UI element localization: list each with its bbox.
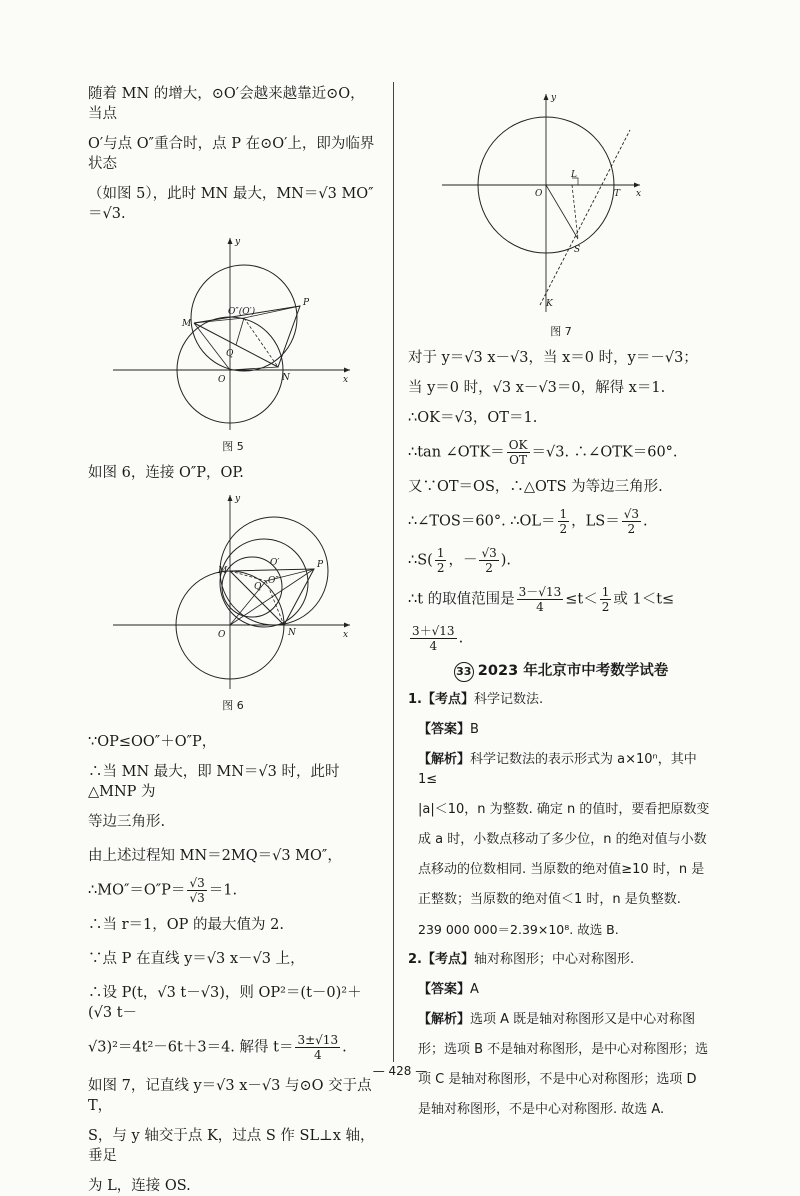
figure-7 [408, 90, 714, 320]
r7-mid: ，－ [448, 552, 478, 569]
fraction [517, 585, 564, 614]
fraction [187, 876, 206, 905]
r7-right: ). [500, 552, 512, 569]
section-title-text: 2023 年北京市中考数学试卷 [477, 663, 669, 679]
numerator: √3 [623, 507, 640, 521]
r8 [408, 585, 714, 614]
fraction [295, 1033, 340, 1062]
r3: ∴OK＝√3，OT＝1. [408, 410, 538, 426]
r6-right: . [643, 513, 648, 530]
q2-answer: A [470, 982, 479, 997]
q1-jiexi-1: 科学记数法的表示形式为 a×10ⁿ，其中1≤ [418, 752, 697, 787]
right-column [408, 90, 714, 1120]
fraction [507, 438, 530, 467]
question-2 [408, 950, 714, 1120]
fraction [479, 546, 498, 575]
line-d-left: ∴MO″＝O″P＝ [88, 882, 186, 899]
fig7-label-s: S [574, 245, 581, 255]
r6-left: ∴∠TOS＝60°. ∴OL＝ [408, 513, 556, 530]
q1-jiexi-6: 239 000 000＝2.39×10⁸. 故选 B. [418, 922, 619, 937]
fraction [600, 585, 612, 614]
fig7-label-o: O [535, 189, 543, 199]
r4-left: ∴tan ∠OTK＝ [408, 444, 505, 461]
fig7-label-x: x [636, 189, 642, 199]
numerator: 1 [601, 585, 610, 599]
line-d-right: ＝1. [208, 882, 238, 899]
fig6-label-o-double-prime: O″ [268, 576, 279, 586]
q2-jiexi-1: 选项 A 既是轴对称图形又是中心对称图 [470, 1012, 696, 1027]
figure-5 [88, 230, 378, 435]
fig5-label-m: M [182, 319, 192, 329]
q2-jiexi-3: 项 C 是轴对称图形，不是中心对称图形；选项 D [418, 1072, 697, 1087]
r8-right: 或 1＜t≤ [613, 591, 675, 608]
q1-jiexi-tag: 【解析】 [418, 752, 471, 767]
fig7-label-y: y [551, 93, 557, 103]
q1-jiexi-3: 成 a 时，小数点移动了多少位，n 的绝对值与小数 [418, 832, 707, 847]
r9-right: . [458, 630, 464, 647]
r5: 又∵OT＝OS，∴△OTS 为等边三角形. [408, 479, 663, 495]
q1-kaodian-tag: 【考点】 [421, 692, 474, 707]
fig6-label-o-prime: O′ [270, 558, 280, 568]
r7-left: ∴S( [408, 552, 433, 569]
denominator: 2 [485, 561, 493, 575]
numerator: 1 [436, 546, 445, 560]
intro-line-3: （如图 5），此时 MN 最大，MN＝√3 MO″＝√3. [88, 186, 374, 222]
numerator: √3 [481, 546, 497, 560]
fraction [410, 624, 457, 653]
q2-number: 2. [408, 952, 422, 967]
numerator: OK [508, 438, 528, 452]
line-g1: ∴设 P(t，√3 t－√3)，则 OP²＝(t－0)²＋(√3 t－ [88, 985, 362, 1021]
r4 [408, 438, 714, 467]
denominator: OT [509, 453, 528, 467]
denominator: 4 [429, 639, 438, 653]
fraction [558, 507, 570, 536]
q1-jiexi-4: 点移动的位数相同. 当原数的绝对值≥10 时，n 是 [418, 862, 705, 877]
denominator: 2 [436, 561, 445, 575]
q2-answer-tag: 【答案】 [418, 982, 471, 997]
r9 [408, 624, 714, 653]
fig5-label-y: y [235, 237, 241, 247]
q1-answer: B [470, 722, 479, 737]
line-h2: S，与 y 轴交于点 K，过点 S 作 SL⊥x 轴，垂足 [88, 1128, 375, 1164]
page-number: — 428 — [372, 1064, 428, 1078]
fig6-label-q: Q [254, 582, 262, 592]
q2-kaodian-tag: 【考点】 [421, 952, 474, 967]
line-b2: 等边三角形. [88, 814, 166, 830]
fig5-label-n: N [282, 373, 290, 383]
denominator: √3 [189, 891, 205, 905]
line-h3: 为 L，连接 OS. [88, 1178, 191, 1194]
line-g2 [88, 1033, 378, 1062]
figure-5-caption: 图 5 [222, 440, 244, 453]
r6-mid: ，LS＝ [571, 513, 620, 530]
line-h1: 如图 7，记直线 y＝√3 x－√3 与⊙O 交于点 T， [88, 1078, 372, 1114]
line-g2-right: . [342, 1039, 347, 1056]
fig5-label-q: Q [226, 349, 234, 359]
denominator: 2 [627, 522, 636, 536]
line-f: ∵点 P 在直线 y＝√3 x－√3 上， [88, 951, 305, 967]
line-g2-left: √3)²＝4t²－6t＋3＝4. 解得 t＝ [88, 1039, 294, 1056]
question-1 [408, 690, 714, 940]
line-d [88, 876, 378, 905]
numerator: 1 [559, 507, 568, 521]
left-column [88, 84, 378, 1196]
denominator: 4 [313, 1048, 322, 1062]
r8-left: ∴t 的取值范围是 [408, 591, 515, 608]
numerator: 3＋√13 [412, 624, 455, 638]
figure-7-caption: 图 7 [550, 325, 572, 338]
q2-kaodian: 轴对称图形；中心对称图形. [474, 952, 635, 967]
q1-number: 1. [408, 692, 422, 707]
figure-6 [88, 489, 378, 694]
q1-answer-tag: 【答案】 [418, 722, 471, 737]
r4-right: ＝√3. ∴∠OTK＝60°. [531, 444, 678, 461]
r7 [408, 546, 714, 575]
fraction [435, 546, 447, 575]
q2-jiexi-4: 是轴对称图形，不是中心对称图形. 故选 A. [418, 1102, 665, 1117]
r1: 对于 y＝√3 x－√3，当 x＝0 时，y＝－√3； [408, 350, 698, 366]
r8-mid: ≤t＜ [565, 591, 598, 608]
intro-line-2: O′与点 O″重合时，点 P 在⊙O′上，即为临界状态 [88, 136, 375, 172]
fig6-intro: 如图 6，连接 O″P，OP. [88, 465, 244, 481]
line-a: ∵OP≤OO″＋O″P， [88, 734, 217, 750]
line-e: ∴当 r＝1，OP 的最大值为 2. [88, 917, 284, 933]
q2-jiexi-tag: 【解析】 [418, 1012, 471, 1027]
section-title [408, 661, 714, 682]
fig6-label-x: x [343, 630, 349, 640]
fig6-label-n: N [288, 628, 296, 638]
intro-line-1: 随着 MN 的增大，⊙O′会越来越靠近⊙O，当点 [88, 86, 365, 122]
line-b1: ∴当 MN 最大，即 MN＝√3 时，此时△MNP 为 [88, 764, 340, 800]
fig6-label-o: O [218, 630, 226, 640]
section-number: 33 [454, 662, 474, 682]
r6 [408, 507, 714, 536]
fig5-label-x: x [343, 375, 349, 385]
column-divider [393, 82, 394, 1062]
denominator: 2 [559, 522, 568, 536]
numerator: 3－√13 [518, 585, 562, 599]
fig6-label-p: P [317, 560, 324, 570]
q2-jiexi-2: 形；选项 B 不是轴对称图形，是中心对称图形；选 [418, 1042, 709, 1057]
numerator: 3±√13 [297, 1033, 339, 1047]
fig7-label-l: L [571, 170, 577, 180]
q1-kaodian: 科学记数法. [474, 692, 544, 707]
denominator: 2 [601, 600, 610, 614]
figure-6-caption: 图 6 [222, 699, 244, 712]
denominator: 4 [536, 600, 544, 614]
line-c: 由上述过程知 MN＝2MQ＝√3 MO″， [88, 848, 342, 864]
fig5-label-o-double-prime: O″(O′) [228, 307, 256, 317]
q1-jiexi-5: 正整数；当原数的绝对值＜1 时，n 是负整数. [418, 892, 681, 907]
numerator: √3 [189, 876, 205, 890]
fig7-label-t: T [614, 189, 621, 199]
q1-jiexi-2: |a|＜10，n 为整数. 确定 n 的值时，要看把原数变 [418, 802, 710, 817]
fig5-label-p: P [303, 298, 310, 308]
fraction [622, 507, 641, 536]
fig5-label-o: O [218, 375, 226, 385]
fig6-label-m: M [218, 566, 228, 576]
fig6-label-y: y [235, 494, 241, 504]
fig7-label-k: K [546, 299, 553, 309]
r2: 当 y＝0 时，√3 x－√3＝0，解得 x＝1. [408, 380, 666, 396]
